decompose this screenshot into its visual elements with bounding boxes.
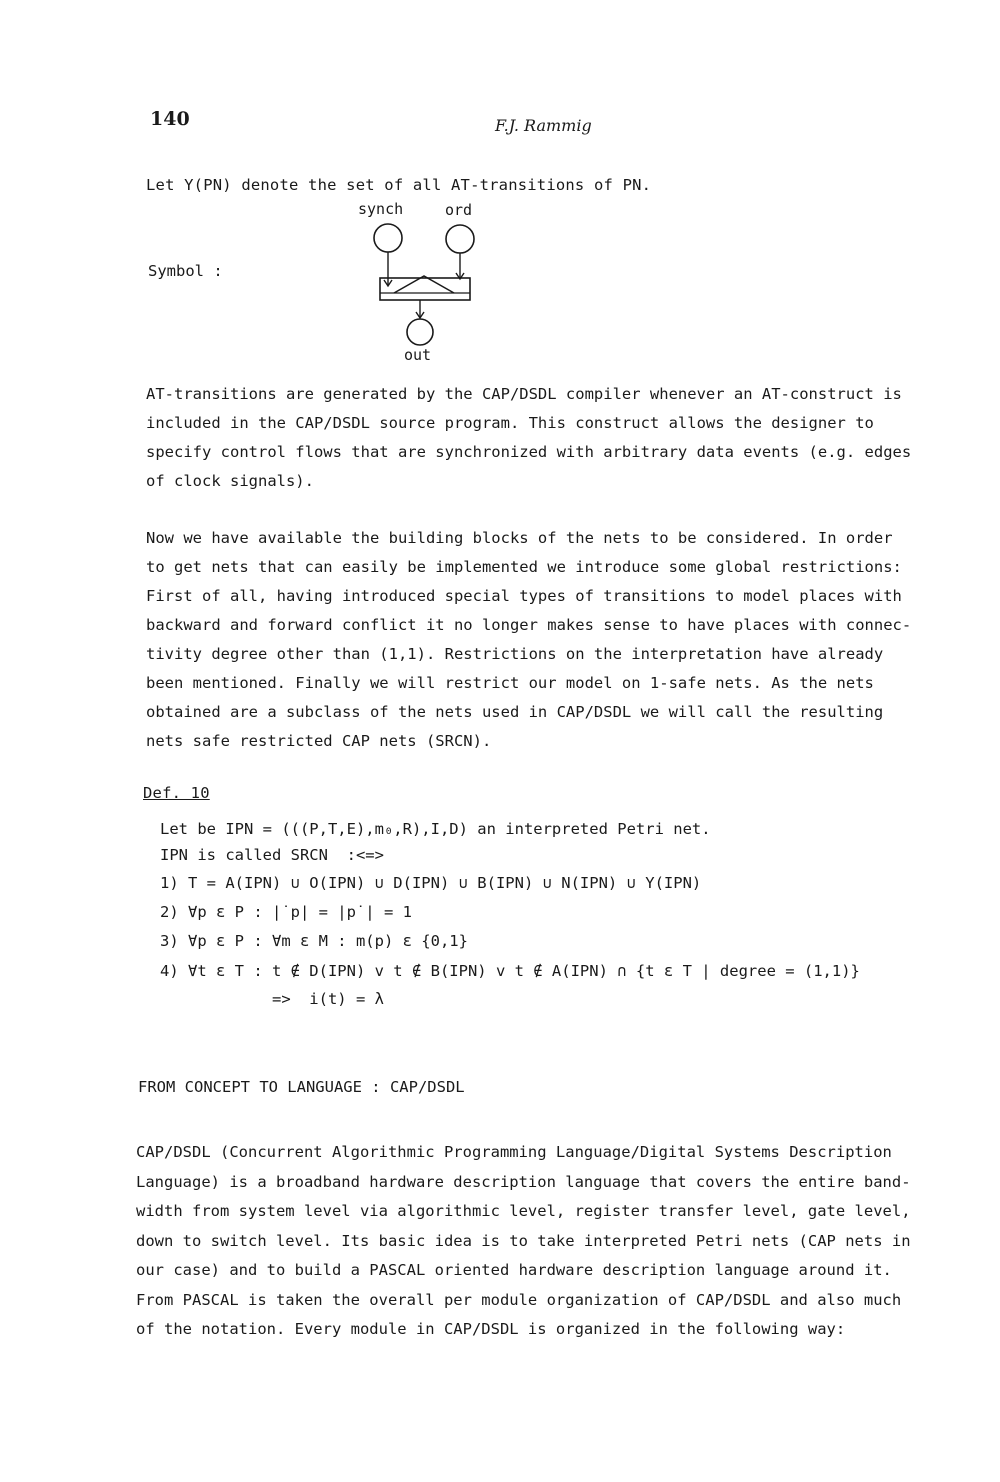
place-label-ord: ord — [445, 201, 473, 219]
text-line: backward and forward conflict it no longer makes sense to have places with connec- — [146, 616, 912, 634]
place-label-out: out — [404, 346, 432, 364]
definition-line: 1) T = A(IPN) ∪ O(IPN) ∪ D(IPN) ∪ B(IPN) ∪ N(IPN) ∪ Y(IPN) — [160, 874, 702, 892]
definition-line: Let be IPN = (((P,T,E),m₀,R),I,D) an interpreted Petri net. — [160, 820, 711, 838]
paragraph-restrictions — [146, 524, 936, 756]
definition-line: IPN is called SRCN :<=> — [160, 846, 384, 864]
text-line: to get nets that can easily be implemented we introduce some global restrictions: — [146, 558, 902, 576]
place-ord — [446, 225, 474, 253]
text-line: From PASCAL is taken the overall per module organization of CAP/DSDL and also much — [136, 1290, 902, 1309]
text-line: nets safe restricted CAP nets (SRCN). — [146, 732, 492, 750]
running-head: F.J. Rammig — [495, 116, 592, 135]
definition-line: 4) ∀t ε T : t ∉ D(IPN) v t ∉ B(IPN) v t ∉ A(IPN) ∩ {t ε T | degree = (1,1)} — [160, 962, 860, 980]
page-header — [150, 108, 910, 138]
definition-line: 3) ∀p ε P : ∀m ε M : m(p) ε {0,1} — [160, 932, 468, 950]
text-line: tivity degree other than (1,1). Restrictions on the interpretation have already — [146, 645, 884, 663]
definition-line: => i(t) = λ — [160, 990, 384, 1008]
text-line: obtained are a subclass of the nets used in CAP/DSDL we will call the resulting — [146, 703, 884, 721]
transition-box — [380, 278, 470, 300]
text-line: Language) is a broadband hardware description language that covers the entire band- — [136, 1172, 911, 1191]
text-line: of the notation. Every module in CAP/DSDL is organized in the following way: — [136, 1320, 846, 1338]
text-line: width from system level via algorithmic level, register transfer level, gate level, — [136, 1202, 911, 1220]
text-line: included in the CAP/DSDL source program. This construct allows the designer to — [146, 414, 874, 432]
place-synch — [374, 224, 402, 252]
place-out — [407, 319, 433, 345]
definition-line: 2) ∀p ε P : |˙p| = |p˙| = 1 — [160, 903, 412, 921]
at-transition-symbol — [350, 198, 500, 368]
text-line: Now we have available the building blocks of the nets to be considered. In order — [146, 529, 893, 547]
page-number: 140 — [150, 108, 190, 130]
paragraph-cap-dsdl — [136, 1138, 926, 1345]
text-line: CAP/DSDL (Concurrent Algorithmic Programming Language/Digital Systems Description — [136, 1143, 892, 1161]
text-line: AT-transitions are generated by the CAP/DSDL compiler whenever an AT-construct is — [146, 385, 902, 403]
text-line: of clock signals). — [146, 472, 314, 490]
symbol-label: Symbol : — [148, 262, 223, 280]
text-line: our case) and to build a PASCAL oriented hardware description language around it. — [136, 1261, 892, 1279]
text-line: First of all, having introduced special types of transitions to model places with — [146, 587, 902, 605]
place-label-synch: synch — [358, 200, 404, 218]
text-line: specify control flows that are synchronized with arbitrary data events (e.g. edges — [146, 443, 912, 461]
section-title: FROM CONCEPT TO LANGUAGE : CAP/DSDL — [138, 1078, 465, 1096]
text-line: down to switch level. Its basic idea is to take interpreted Petri nets (CAP nets in — [136, 1231, 911, 1250]
intro-line: Let Y(PN) denote the set of all AT-transitions of PN. — [146, 176, 652, 194]
paragraph-at-transitions — [146, 380, 936, 496]
definition-title: Def. 10 — [143, 784, 210, 802]
text-line: been mentioned. Finally we will restrict our model on 1-safe nets. As the nets — [146, 674, 874, 692]
